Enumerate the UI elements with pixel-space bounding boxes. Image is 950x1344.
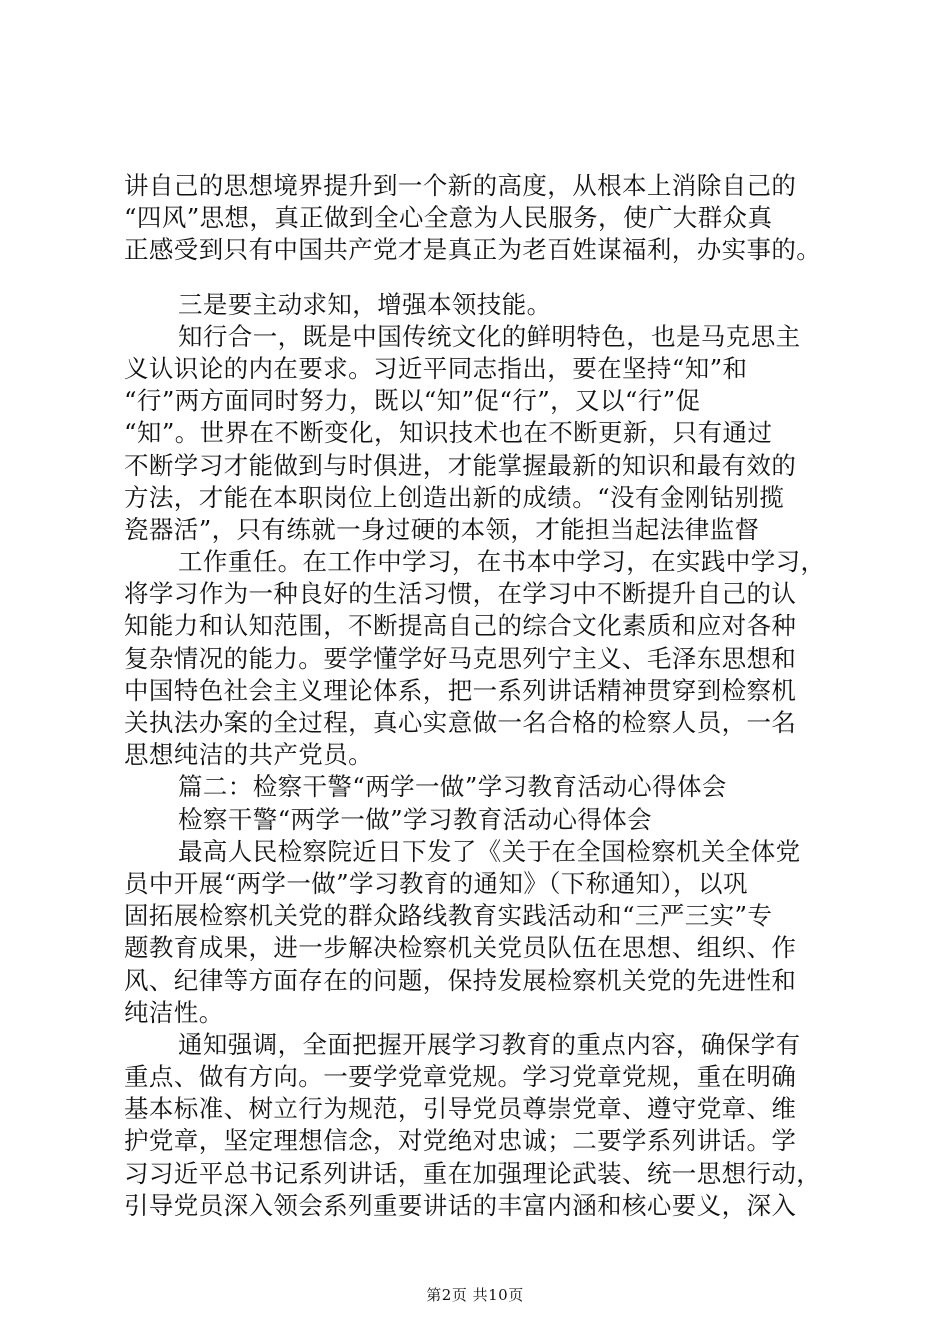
text-line: 方法，才能在本职岗位上创造出新的成绩。“没有金刚钻别揽 [124,482,785,512]
text-line: 不断学习才能做到与时俱进，才能掌握最新的知识和最有效的 [124,450,797,480]
text-line: 知能力和认知范围，不断提高自己的综合文化素质和应对各种 [124,611,797,641]
text-line: 习习近平总书记系列讲话，重在加强理论武装、统一思想行动， [124,1158,822,1188]
section-heading: 三是要主动求知，增强本领技能。 [178,289,552,319]
text-line: 思想纯洁的共产党员。 [124,740,373,770]
text-line: 基本标准、树立行为规范，引导党员尊崇党章、遵守党章、维 [124,1094,797,1124]
text-line: 题教育成果，进一步解决检察机关党员队伍在思想、组织、作 [124,933,797,963]
text-line: “行”两方面同时努力，既以“知”促“行”，又以“行”促 [124,386,701,416]
text-line: 义认识论的内在要求。习近平同志指出，要在坚持“知”和 [124,353,748,383]
body-text [124,170,830,1222]
text-line: 关执法办案的全过程，真心实意做一名合格的检察人员，一名 [124,708,797,737]
text-line: 固拓展检察机关党的群众路线教育实践活动和“三严三实”专 [124,901,773,931]
text-line: 护党章，坚定理想信念，对党绝对忠诚；二要学系列讲话。学 [124,1126,797,1156]
chapter-heading: 篇二：检察干警“两学一做”学习教育活动心得体会 [178,772,727,802]
text-line: 最高人民检察院近日下发了《关于在全国检察机关全体党 [178,836,801,866]
text-line: 将学习作为一种良好的生活习惯，在学习中不断提升自己的认 [124,579,797,609]
text-line: 正感受到只有中国共产党才是真正为老百姓谋福利，办实事的。 [124,235,822,265]
text-line: 复杂情况的能力。要学懂学好马克思列宁主义、毛泽东思想和 [124,643,797,673]
text-line: 中国特色社会主义理论体系，把一系列讲话精神贯穿到检察机 [124,675,797,705]
text-line: “知”。世界在不断变化，知识技术也在不断更新，只有通过 [124,418,773,448]
paragraph-gap [124,267,830,289]
text-line: 风、纪律等方面存在的问题，保持发展检察机关党的先进性和 [124,965,797,995]
text-line: 员中开展“两学一做”学习教育的通知》（下称通知），以巩 [124,868,748,898]
text-line: 瓷器活”，只有练就一身过硬的本领，才能担当起法律监督 [124,514,760,544]
text-line: 纯洁性。 [124,997,224,1027]
text-line: “四风”思想，真正做到全心全意为人民服务，使广大群众真 [124,203,773,233]
text-line: 引导党员深入领会系列重要讲话的丰富内涵和核心要义，深入 [124,1190,797,1220]
text-line: 重点、做有方向。一要学党章党规。学习党章党规，重在明确 [124,1062,797,1092]
page-number: 第2页 共10页 [426,1286,524,1304]
article-title: 检察干警“两学一做”学习教育活动心得体会 [178,804,653,834]
text-line: 知行合一，既是中国传统文化的鲜明特色，也是马克思主 [178,321,801,351]
text-line: 通知强调，全面把握开展学习教育的重点内容，确保学有 [178,1029,801,1059]
text-line: 工作重任。在工作中学习，在书本中学习，在实践中学习， [178,547,826,577]
text-line: 讲自己的思想境界提升到一个新的高度，从根本上消除自己的 [124,171,797,200]
